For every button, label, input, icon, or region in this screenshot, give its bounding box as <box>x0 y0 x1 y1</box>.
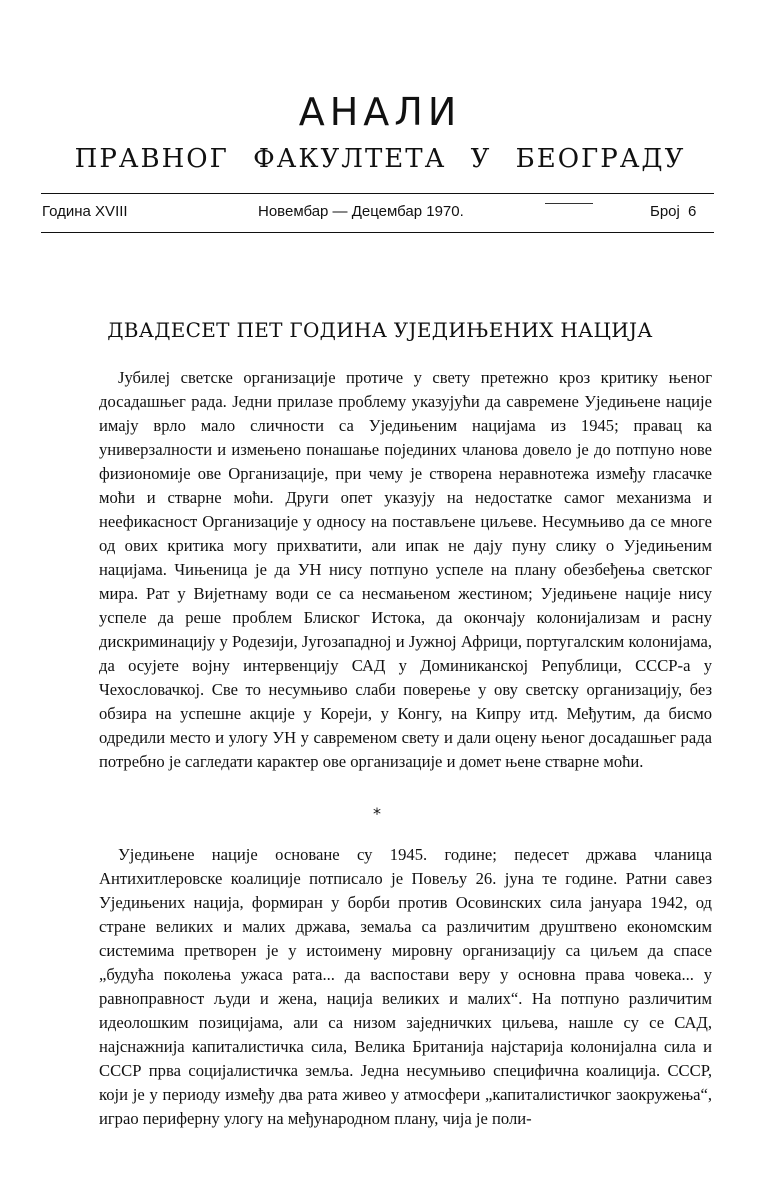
issue-number: Број 6 <box>650 203 697 220</box>
article-paragraph-1: Јубилеј светске организације протиче у свету претежно кроз критику њеног досадашњег рада. Једни прилазе проблему указујући да савремене Уједињене нације имају врло мало сличности са Уједињеним нацијама из 1945; правац ка универзалности и измењено понашање појединих чланова довело је до потпуно нове физиономије ове Организације, при чему је створена неравнотежа између гласачке моћи и стварне моћи. Други опет указују на недостатке самог механизма и неефикасност Организације у односу на постављене циљеве. Несумњиво да се многе од ових критика могу прихватити, али ипак не дају пуну слику о Уједињеним нацијама. Чињеница је да УН нису потпуно успеле на плану обезбеђења светског мира. Рат у Вијетнаму води се са несмањеном жестином; Уједињене нације нису успеле да реше проблем Блиског Истока, да окончају колонијализам и расну дискриминацију у Родезији, Југозападној и Јужној Африци, португалским колонијама, да осујете војну интервенцију САД у Доминиканској Републици, СССР-а у Чехословачкој. Све то несумњиво слаби поверење у ову светску организацију, без обзира на успешне акције у Кореји, у Конгу, на Кипру итд. Међутим, да бисмо одредили место и улогу УН у савременом свету и дали оцену њеног досадашњег рада потребно је сагледати карактер ове организације и домет њене стварне моћи. <box>99 368 712 771</box>
volume-year: Година XVIII <box>42 203 128 220</box>
header-rule-bottom <box>41 232 714 233</box>
issue-date: Новембар — Децембар 1970. <box>258 203 464 220</box>
journal-subtitle: ПРАВНОГ ФАКУЛТЕТА У БЕОГРАДУ <box>74 144 686 174</box>
section-separator: * <box>373 804 381 823</box>
journal-title: АНАЛИ <box>298 90 462 134</box>
article-paragraph-2: Уједињене нације основане су 1945. године; педесет држава чланица Антихитлеровске коалиције потписало је Повељу 26. јуна те године. Ратни савез Уједињених нација, формиран у борби против Осовинских сила јануара 1942, од стране великих и малих држава, земаља са различитим друштвено економским системима претворен је у истоимену мировну организацију са циљем да спасе „будућа поколења ужаса рата... да васпостави веру у основна права човека... у равноправност људи и жена, нација великих и малих“. На потпуно различитим идеолошким позицијама, али са низом заједничких циљева, нашле су се САД, најснажнија капиталистичка сила, Велика Британија најстарија колонијална сила и СССР прва социјалистичка земља. Једна несумњиво специфична коалиција. СССР, који је у периоду између два рата живео у атмосфери „капиталистичког заокружења“, играо периферну улогу на међународном плану, чија је поли- <box>99 845 712 1128</box>
article-heading: ДВАДЕСЕТ ПЕТ ГОДИНА УЈЕДИЊЕНИХ НАЦИЈА <box>107 318 653 342</box>
header-rule-top <box>41 193 714 194</box>
header-dash-mark <box>545 203 593 206</box>
